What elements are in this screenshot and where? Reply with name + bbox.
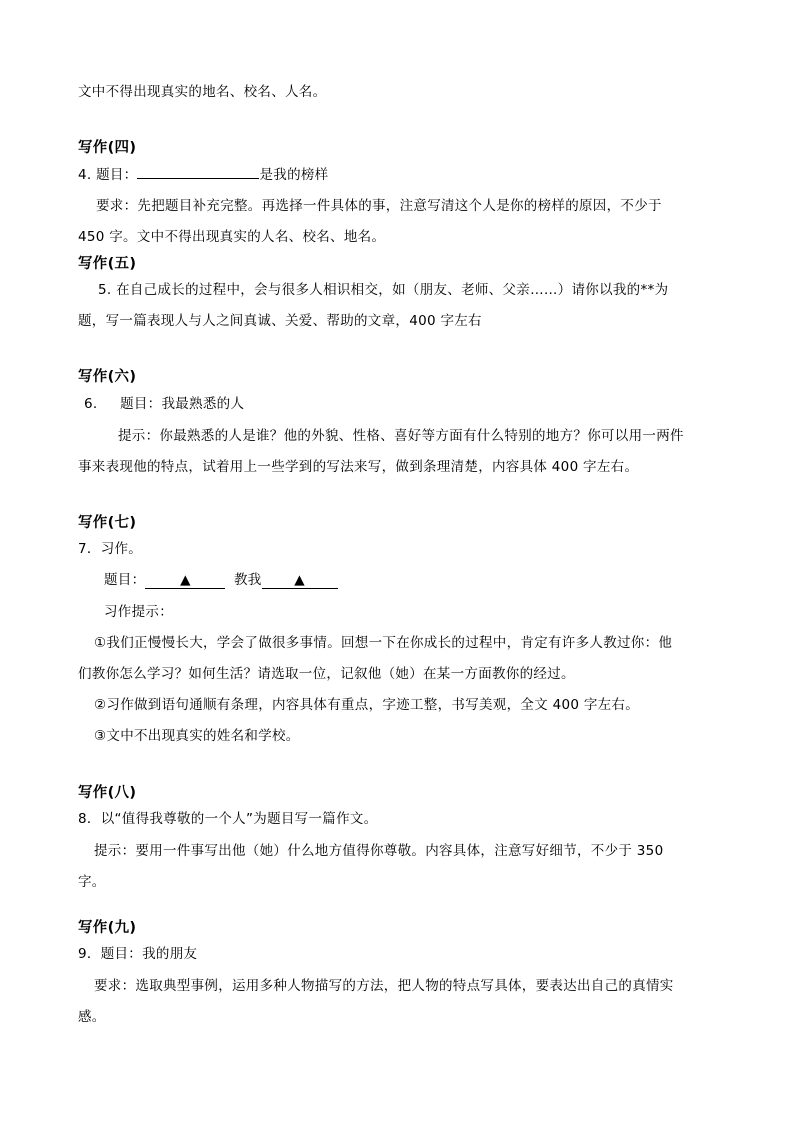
tip-point-1-line-1: ①我们正慢慢长大，学会了做很多事情。回想一下在你成长的过程中，肯定有许多人教过你：他	[94, 635, 673, 651]
tip-line-2: 字。	[78, 874, 106, 890]
tip-line-2: 事来表现他的特点，试着用上一些学到的写法来写，做到条理清楚，内容具体 400 字左右。	[78, 459, 639, 475]
title-label: 题目：	[104, 572, 146, 588]
title-middle: 教我	[234, 572, 262, 588]
section-heading-6: 写作(六)	[78, 369, 137, 385]
tip-line-1: 提示：你最熟悉的人是谁？他的外貌、性格、喜好等方面有什么特别的地方？你可以用一两件	[118, 428, 684, 444]
tip-point-2: ②习作做到语句通顺有条理，内容具体有重点，字迹工整，书写美观，全文 400 字左右。	[94, 697, 640, 713]
question-title: 题目：我最熟悉的人	[120, 396, 245, 412]
question-5-line-2: 题，写一篇表现人与人之间真诚、关爱、帮助的文章，400 字左右	[78, 313, 482, 329]
question-7-title	[104, 570, 338, 590]
tip-point-3: ③文中不出现真实的姓名和学校。	[94, 728, 300, 744]
intro-text: 文中不得出现真实的地名、校名、人名。	[78, 84, 327, 100]
section-heading-5: 写作(五)	[78, 256, 137, 272]
question-4	[78, 164, 328, 185]
requirement-line-1: 要求：选取典型事例，运用多种人物描写的方法，把人物的特点写具体，要表达出自己的真情实	[94, 978, 674, 994]
section-heading-4: 写作(四)	[78, 140, 137, 156]
tip-line-1: 提示：要用一件事写出他（她）什么地方值得你尊敬。内容具体，注意写好细节，不少于 350	[94, 843, 664, 859]
question-5-line-1: 5. 在自己成长的过程中，会与很多人相识相交，如（朋友、老师、父亲……）请你以我的**为	[98, 282, 669, 298]
tips-label: 习作提示：	[104, 604, 173, 620]
triangle-icon: ▲	[180, 572, 191, 588]
requirement-line-2: 感。	[78, 1009, 106, 1025]
question-6	[84, 394, 244, 414]
fill-blank	[137, 164, 259, 179]
question-9: 9．题目：我的朋友	[78, 946, 198, 962]
section-heading-7: 写作(七)	[78, 515, 137, 531]
title-label: 题目：	[96, 167, 138, 183]
tip-point-1-line-2: 们教你怎么学习？如何生活？请选取一位，记叙他（她）在某一方面教你的经过。	[78, 666, 575, 682]
question-7: 7．习作。	[78, 541, 143, 557]
question-number: 6.	[84, 396, 98, 412]
requirement-line-2: 450 字。文中不得出现真实的人名、校名、地名。	[78, 229, 386, 245]
triangle-icon: ▲	[294, 572, 305, 588]
question-8: 8．以“值得我尊敬的一个人”为题目写一篇作文。	[78, 811, 378, 827]
requirement-line-1: 要求：先把题目补充完整。再选择一件具体的事，注意写清这个人是你的榜样的原因，不少于	[96, 198, 662, 214]
fill-blank-1	[145, 572, 225, 589]
section-heading-8: 写作(八)	[78, 785, 137, 801]
section-heading-9: 写作(九)	[78, 920, 137, 936]
fill-blank-2	[262, 572, 338, 589]
title-suffix: 是我的榜样	[259, 167, 329, 183]
question-number: 4.	[78, 167, 92, 183]
